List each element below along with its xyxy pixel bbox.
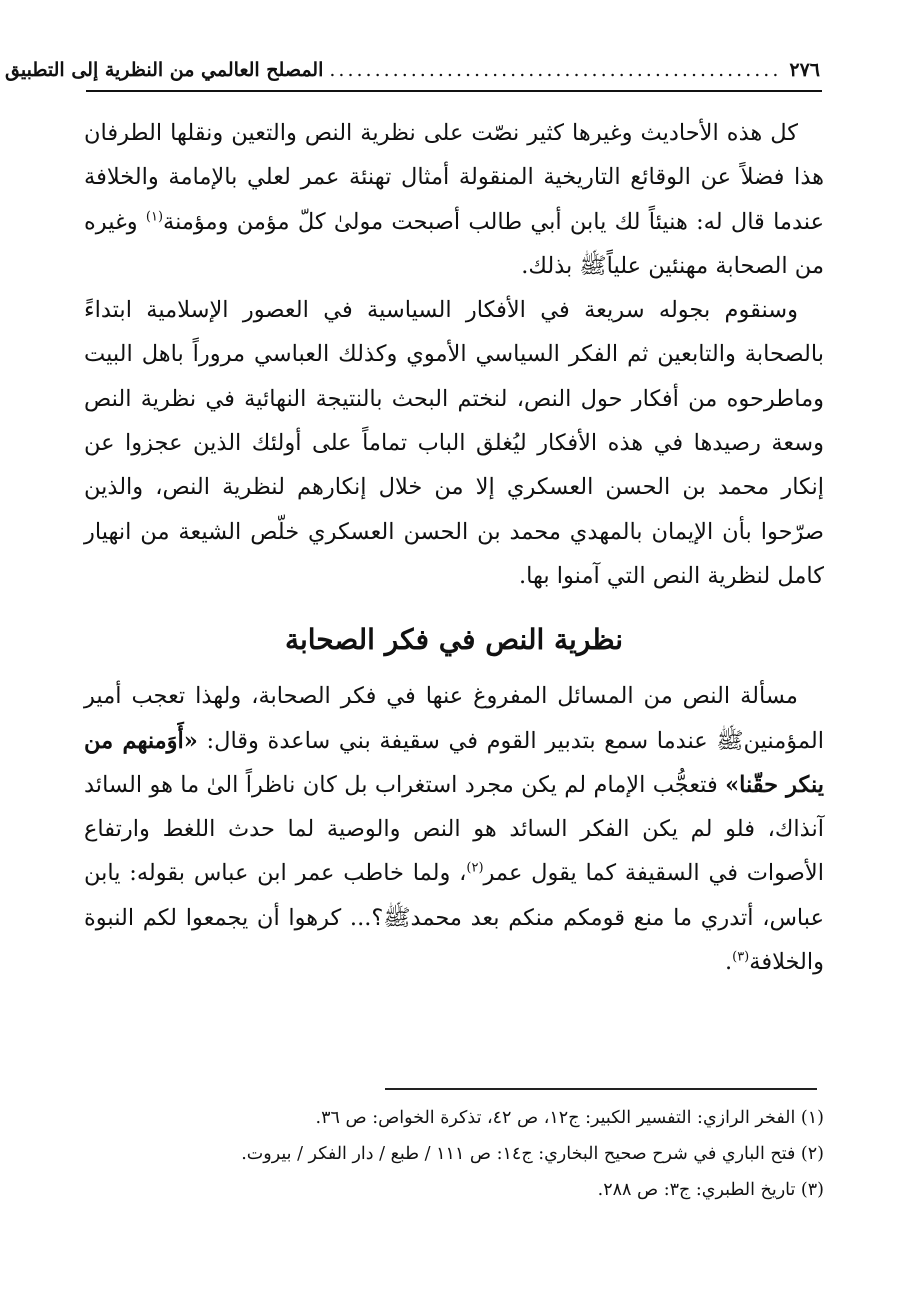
page-number: ٢٧٦ <box>789 59 820 81</box>
main-text <box>84 111 824 984</box>
imam-quote: «أَوَمنهم من ينكر حقّنا» <box>84 727 824 798</box>
header-rule <box>86 90 822 92</box>
footnote-ref-1[interactable]: (١) <box>145 209 164 225</box>
section-heading: نظرية النص في فكر الصحابة <box>284 623 624 657</box>
footnote-ref-3[interactable]: (٣) <box>732 949 750 965</box>
footnote-ref-2[interactable]: (٢) <box>466 860 484 876</box>
footnote-3: (٣) تاريخ الطبري: ج٣: ص ٢٨٨. <box>597 1180 824 1200</box>
paragraph-3: مسألة النص من المسائل المفروغ عنها في فكر الصحابة، ولهذا تعجب أمير المؤمنينﷺ عندما سمع بتدبير القوم في سقيفة بني ساعدة وقال: «أَوَمنهم من ينكر حقّنا» فتعجُّب الإمام لم يكن مجرد استغراب بل كان ناظراً الىٰ ما هو السائد آنذاك، فلو لم يكن الفكر السائد هو النص والوصية لما حدث اللغط وارتفاع الأصوات في السقيفة كما يقول عمر$^{(٢)}$، ولما خاطب عمر ابن عباس بقوله: يابن عباس، أتدري ما منع قومكم منكم بعد محمدﷺ؟... كرهوا أن يجمعوا لكم النبوة والخلافة$^{(٣)}$. <box>84 683 824 976</box>
footnote-2: (٢) فتح الباري في شرح صحيح البخاري: ج١٤: ص ١١١ / طبع / دار الفكر / بيروت. <box>241 1144 824 1164</box>
header-dot-leader: .................................................. <box>329 59 782 81</box>
running-header <box>5 52 820 88</box>
footnote-1: (١) الفخر الرازي: التفسير الكبير: ج١٢، ص ٤٢، تذكرة الخواص: ص ٣٦. <box>315 1108 824 1128</box>
book-title: المصلح العالمي من النظرية إلى التطبيق <box>5 59 324 81</box>
paragraph-1: كل هذه الأحاديث وغيرها كثير نصّت على نظرية النص والتعين ونقلها الطرفان هذا فضلاً عن الوقائع التاريخية المنقولة أمثال تهنئة عمر لعلي بالإمامة والخلافة عندما قال له: هنيئاً لك يابن أبي طالب أصبحت مولىٰ كلّ مؤمن ومؤمنة$^{(١)}$ وغيره من الصحابة مهنئين علياًﷺ بذلك. <box>84 120 824 279</box>
footnote-separator <box>385 1088 817 1090</box>
paragraph-2: وسنقوم بجوله سريعة في الأفكار السياسية في العصور الإسلامية ابتداءً بالصحابة والتابعين ثم الفكر السياسي الأموي وكذلك العباسي مروراً باهل البيت وماطرحوه من أفكار حول النص، لنختم البحث بالنتيجة النهائية في نظرية النص وسعة رصيدها في هذه الأفكار ليُغلق الباب تماماً على أولئك الذين عجزوا عن إنكار محمد بن الحسن العسكري إلا من خلال إنكارهم لنظرية النص، والذين صرّحوا بأن الإيمان بالمهدي محمد بن الحسن العسكري خلّص الشيعة من انهيار كامل لنظرية النص التي آمنوا بها. <box>84 297 824 589</box>
footnotes <box>84 1100 824 1208</box>
